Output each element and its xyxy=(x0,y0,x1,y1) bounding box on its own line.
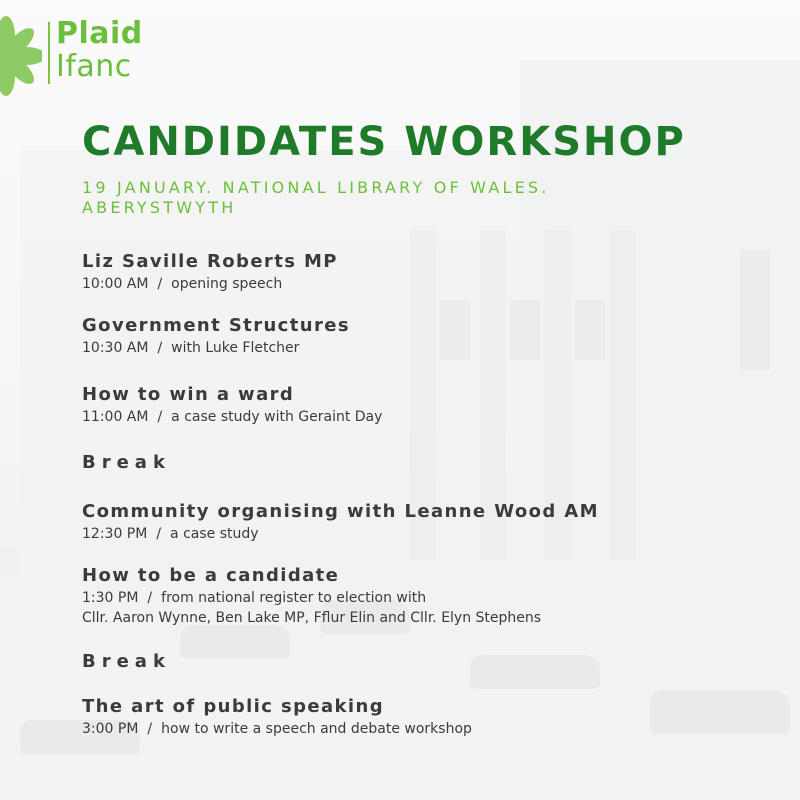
logo-divider xyxy=(48,22,50,84)
session-time: 11:00 AM xyxy=(82,409,149,425)
session-description: how to write a speech and debate workshop xyxy=(161,721,472,737)
session-title: Liz Saville Roberts MP xyxy=(82,251,338,272)
meta-separator: / xyxy=(156,526,162,542)
break-label: Break xyxy=(82,452,171,473)
schedule-item xyxy=(82,500,599,544)
schedule-item xyxy=(82,314,350,358)
session-title: The art of public speaking xyxy=(82,696,384,717)
break-label: Break xyxy=(82,651,171,672)
session-description: from national register to election with xyxy=(161,590,427,606)
schedule-item xyxy=(82,250,338,294)
session-description: a case study with Geraint Day xyxy=(171,409,383,425)
session-time: 3:00 PM xyxy=(82,721,139,737)
logo-word-ifanc: Ifanc xyxy=(56,49,132,84)
session-speakers: Cllr. Aaron Wynne, Ben Lake MP, Fflur Elin and Cllr. Elyn Stephens xyxy=(82,610,542,626)
logo-word-plaid: Plaid xyxy=(56,16,143,51)
subtitle-line-1: 19 JANUARY. NATIONAL LIBRARY OF WALES. xyxy=(82,178,550,197)
meta-separator: / xyxy=(147,721,153,737)
session-title: Government Structures xyxy=(82,315,350,336)
session-time: 12:30 PM xyxy=(82,526,148,542)
session-meta xyxy=(82,407,382,427)
session-meta xyxy=(82,588,541,608)
schedule-item xyxy=(82,383,382,427)
session-title: How to be a candidate xyxy=(82,565,340,586)
meta-separator: / xyxy=(157,340,163,356)
flower-logo-icon xyxy=(0,16,42,96)
subtitle-line-2: ABERYSTWYTH xyxy=(82,198,237,217)
session-time: 10:30 AM xyxy=(82,340,149,356)
session-meta xyxy=(82,719,472,739)
session-meta xyxy=(82,524,599,544)
session-meta xyxy=(82,274,338,294)
session-time: 10:00 AM xyxy=(82,276,149,292)
page-title: CANDIDATES WORKSHOP xyxy=(82,119,686,165)
schedule-item xyxy=(82,564,541,628)
schedule-item xyxy=(82,695,472,739)
header xyxy=(82,116,782,218)
session-description: a case study xyxy=(170,526,259,542)
session-title: Community organising with Leanne Wood AM xyxy=(82,501,599,522)
session-meta xyxy=(82,338,350,358)
session-description: with Luke Fletcher xyxy=(171,340,300,356)
meta-separator: / xyxy=(157,409,163,425)
meta-separator: / xyxy=(157,276,163,292)
session-description: opening speech xyxy=(171,276,283,292)
session-time: 1:30 PM xyxy=(82,590,139,606)
meta-separator: / xyxy=(147,590,153,606)
event-date-location xyxy=(82,178,782,218)
session-title: How to win a ward xyxy=(82,384,295,405)
